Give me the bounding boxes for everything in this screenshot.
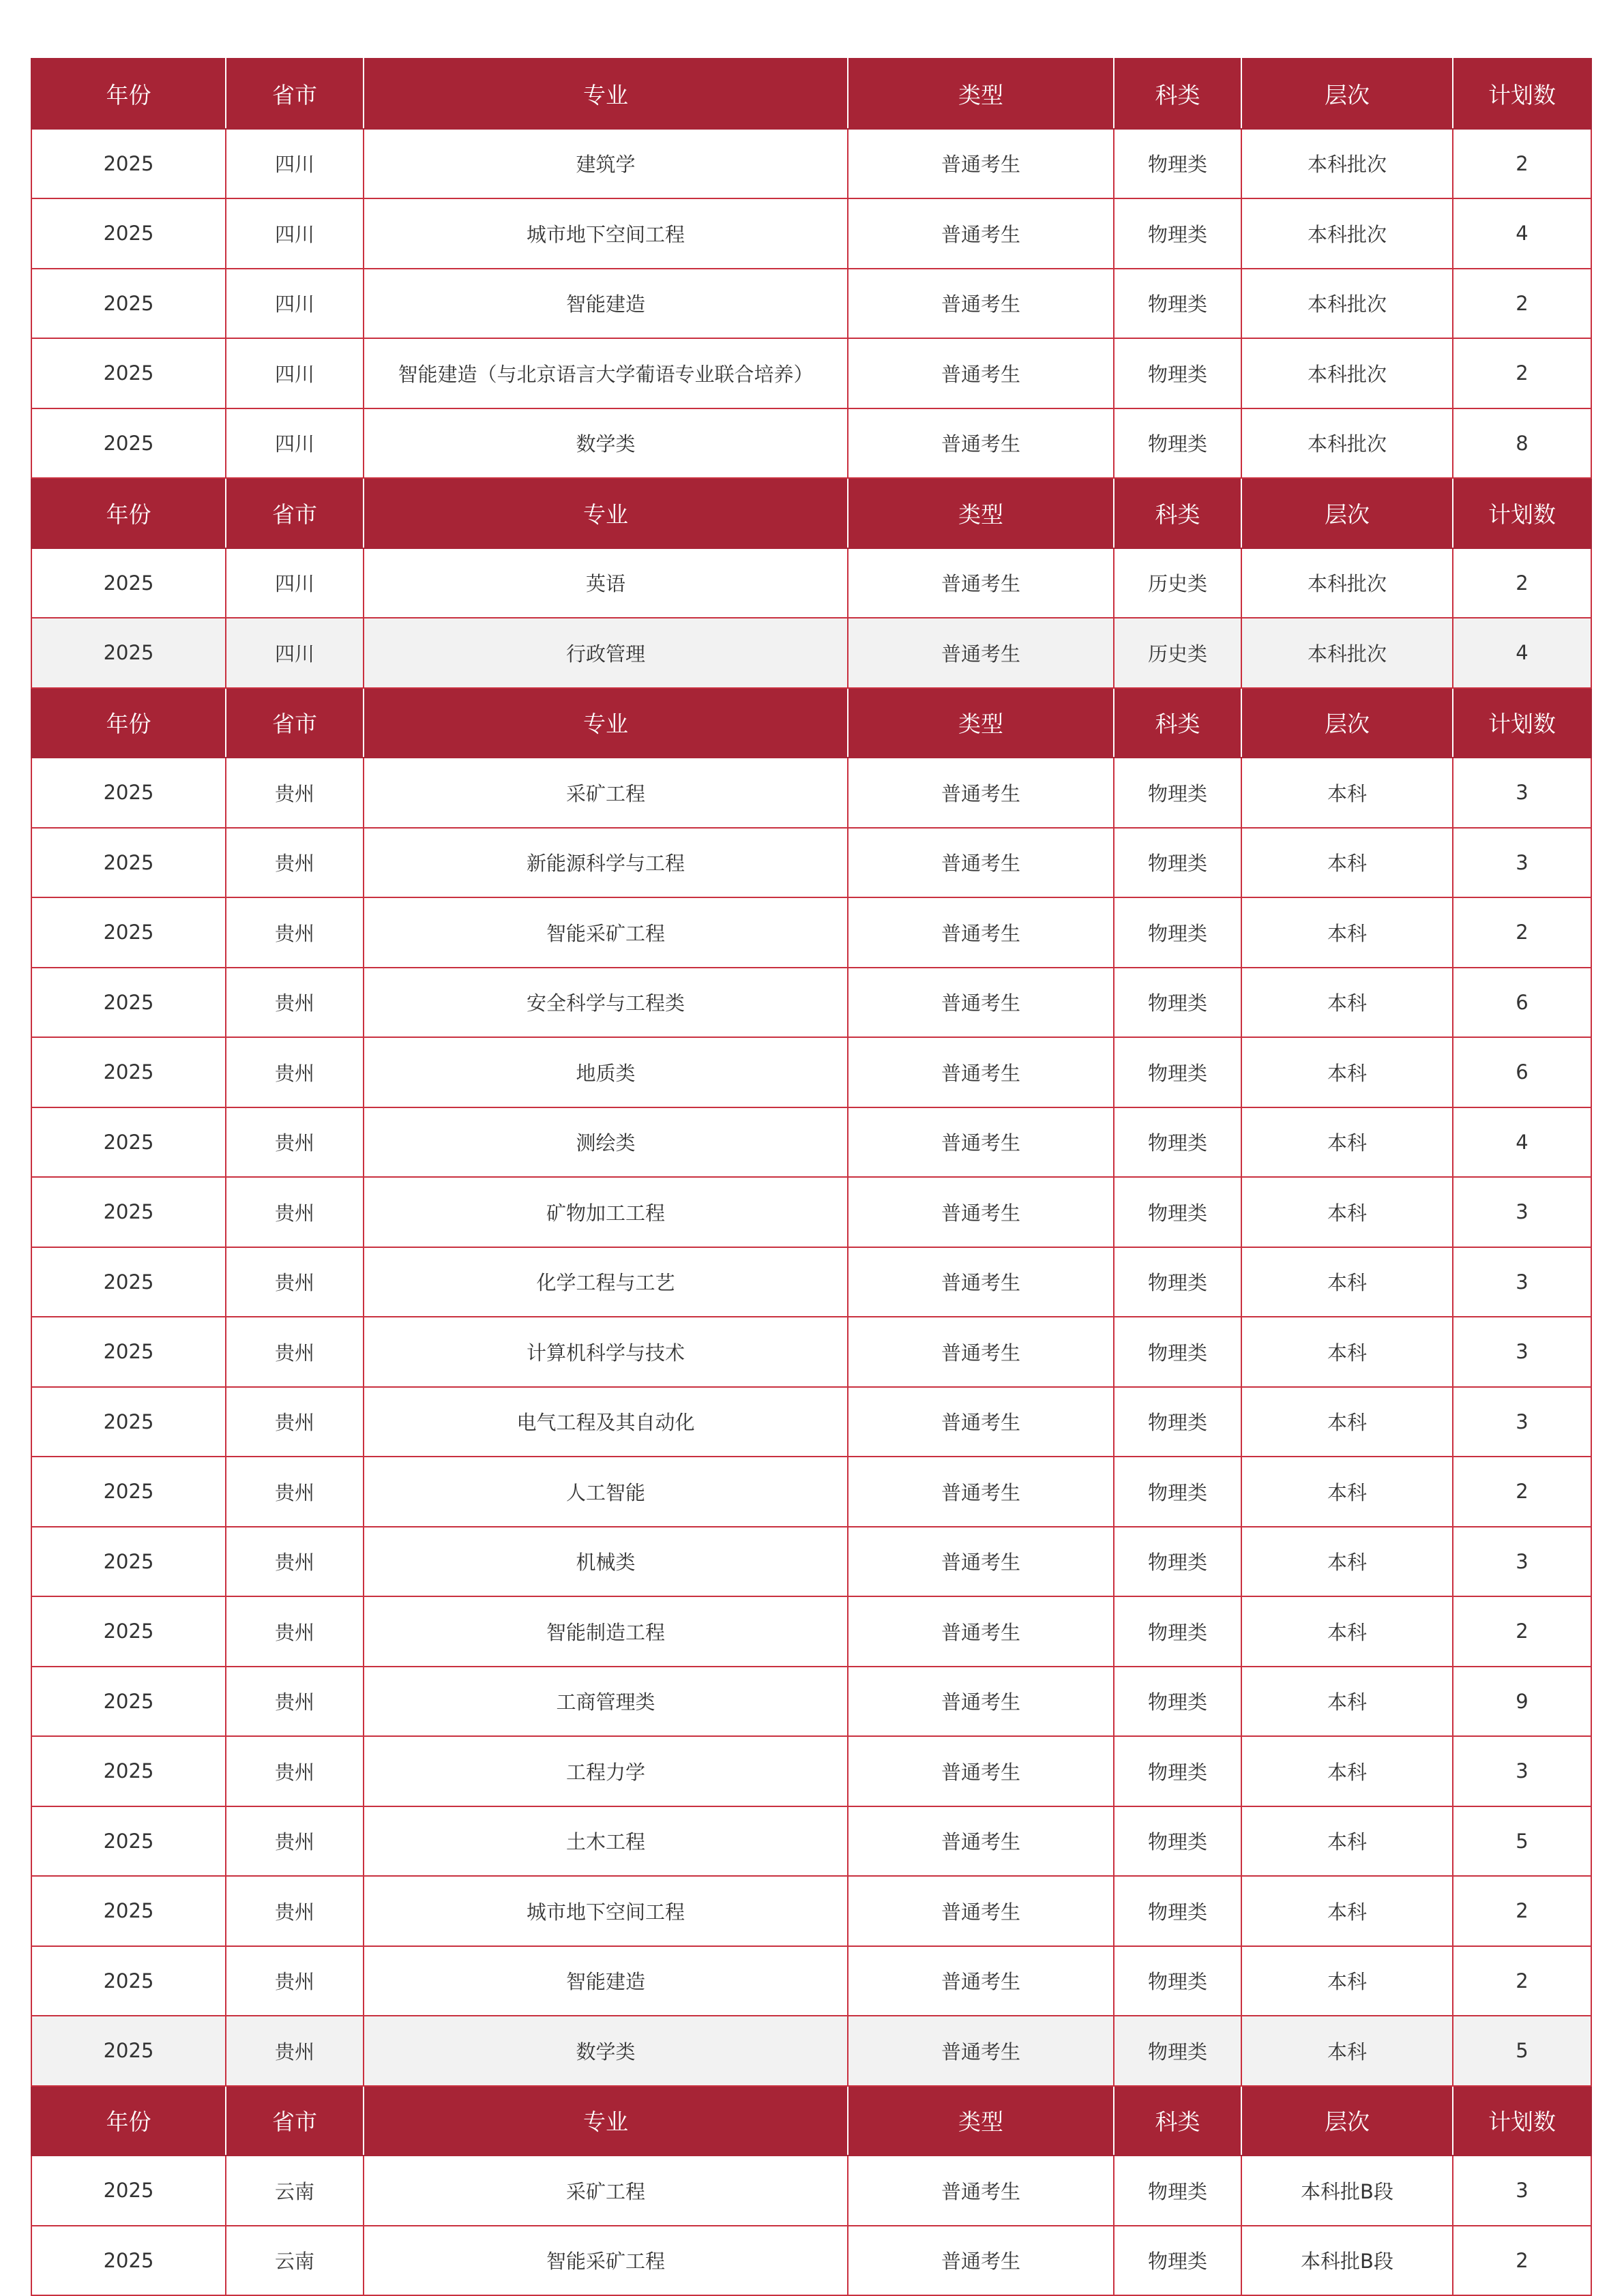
cell-count: 3 <box>1453 1736 1591 1806</box>
table-row <box>31 338 1591 408</box>
cell-type: 普通考生 <box>848 1736 1114 1806</box>
table-row <box>31 2226 1591 2296</box>
cell-province: 贵州 <box>226 828 364 898</box>
cell-level: 本科 <box>1241 758 1453 828</box>
table-row <box>31 1317 1591 1387</box>
cell-province: 四川 <box>226 269 364 339</box>
cell-province: 贵州 <box>226 897 364 968</box>
cell-province: 四川 <box>226 548 364 618</box>
cell-year: 2025 <box>31 1037 226 1107</box>
cell-level: 本科 <box>1241 1527 1453 1597</box>
table-row <box>31 1037 1591 1107</box>
cell-level: 本科 <box>1241 1387 1453 1457</box>
enrollment-plan-table <box>31 58 1592 2296</box>
cell-level: 本科批次 <box>1241 198 1453 269</box>
cell-year: 2025 <box>31 1876 226 1946</box>
cell-level: 本科批次 <box>1241 408 1453 479</box>
cell-province: 贵州 <box>226 1596 364 1667</box>
cell-subject: 物理类 <box>1114 1876 1241 1946</box>
cell-province: 贵州 <box>226 1387 364 1457</box>
cell-year: 2025 <box>31 618 226 688</box>
cell-year: 2025 <box>31 1247 226 1317</box>
cell-level: 本科 <box>1241 897 1453 968</box>
table-row <box>31 269 1591 339</box>
column-header-count: 计划数 <box>1453 478 1591 548</box>
table-row <box>31 1946 1591 2016</box>
cell-subject: 物理类 <box>1114 1037 1241 1107</box>
cell-count: 8 <box>1453 408 1591 479</box>
cell-major: 机械类 <box>364 1527 848 1597</box>
cell-year: 2025 <box>31 1177 226 1247</box>
column-header-subject: 科类 <box>1114 59 1241 129</box>
cell-subject: 物理类 <box>1114 198 1241 269</box>
table-row <box>31 828 1591 898</box>
cell-level: 本科 <box>1241 828 1453 898</box>
cell-major: 数学类 <box>364 2016 848 2086</box>
column-header-count: 计划数 <box>1453 59 1591 129</box>
column-header-level: 层次 <box>1241 478 1453 548</box>
cell-province: 四川 <box>226 198 364 269</box>
column-header-type: 类型 <box>848 688 1114 758</box>
cell-province: 贵州 <box>226 1037 364 1107</box>
table-row <box>31 2156 1591 2226</box>
cell-major: 智能建造 <box>364 269 848 339</box>
cell-subject: 物理类 <box>1114 1107 1241 1178</box>
column-header-major: 专业 <box>364 2086 848 2156</box>
cell-major: 工商管理类 <box>364 1667 848 1737</box>
cell-type: 普通考生 <box>848 828 1114 898</box>
cell-major: 采矿工程 <box>364 2156 848 2226</box>
cell-subject: 物理类 <box>1114 1247 1241 1317</box>
cell-type: 普通考生 <box>848 1247 1114 1317</box>
cell-province: 贵州 <box>226 1177 364 1247</box>
column-header-type: 类型 <box>848 59 1114 129</box>
table-row <box>31 129 1591 199</box>
cell-type: 普通考生 <box>848 1457 1114 1527</box>
cell-major: 化学工程与工艺 <box>364 1247 848 1317</box>
column-header-count: 计划数 <box>1453 2086 1591 2156</box>
table-row <box>31 1387 1591 1457</box>
cell-major: 计算机科学与技术 <box>364 1317 848 1387</box>
cell-province: 贵州 <box>226 1457 364 1527</box>
cell-count: 2 <box>1453 548 1591 618</box>
cell-year: 2025 <box>31 408 226 479</box>
cell-type: 普通考生 <box>848 2156 1114 2226</box>
table-row <box>31 897 1591 968</box>
cell-level: 本科 <box>1241 1317 1453 1387</box>
cell-type: 普通考生 <box>848 2226 1114 2296</box>
cell-subject: 历史类 <box>1114 618 1241 688</box>
cell-count: 3 <box>1453 1387 1591 1457</box>
column-header-type: 类型 <box>848 2086 1114 2156</box>
cell-year: 2025 <box>31 758 226 828</box>
cell-province: 贵州 <box>226 968 364 1038</box>
column-header-year: 年份 <box>31 2086 226 2156</box>
cell-count: 3 <box>1453 758 1591 828</box>
cell-year: 2025 <box>31 1596 226 1667</box>
cell-level: 本科批次 <box>1241 129 1453 199</box>
cell-count: 3 <box>1453 2156 1591 2226</box>
table-row <box>31 1107 1591 1178</box>
cell-major: 安全科学与工程类 <box>364 968 848 1038</box>
cell-major: 人工智能 <box>364 1457 848 1527</box>
cell-major: 采矿工程 <box>364 758 848 828</box>
cell-year: 2025 <box>31 548 226 618</box>
table-row <box>31 1876 1591 1946</box>
table-row <box>31 408 1591 479</box>
column-header-year: 年份 <box>31 688 226 758</box>
cell-count: 3 <box>1453 1247 1591 1317</box>
cell-major: 测绘类 <box>364 1107 848 1178</box>
table-row <box>31 1806 1591 1877</box>
cell-major: 城市地下空间工程 <box>364 198 848 269</box>
cell-subject: 物理类 <box>1114 897 1241 968</box>
cell-count: 2 <box>1453 129 1591 199</box>
cell-province: 贵州 <box>226 1317 364 1387</box>
cell-subject: 物理类 <box>1114 408 1241 479</box>
cell-count: 5 <box>1453 1806 1591 1877</box>
cell-year: 2025 <box>31 1946 226 2016</box>
cell-type: 普通考生 <box>848 758 1114 828</box>
cell-year: 2025 <box>31 2156 226 2226</box>
column-header-major: 专业 <box>364 59 848 129</box>
cell-count: 6 <box>1453 968 1591 1038</box>
cell-level: 本科 <box>1241 1736 1453 1806</box>
cell-major: 新能源科学与工程 <box>364 828 848 898</box>
cell-type: 普通考生 <box>848 548 1114 618</box>
column-header-level: 层次 <box>1241 59 1453 129</box>
cell-province: 四川 <box>226 129 364 199</box>
cell-province: 四川 <box>226 618 364 688</box>
table-header-row <box>31 688 1591 758</box>
cell-type: 普通考生 <box>848 1037 1114 1107</box>
cell-major: 矿物加工工程 <box>364 1177 848 1247</box>
cell-count: 2 <box>1453 269 1591 339</box>
cell-province: 云南 <box>226 2226 364 2296</box>
cell-major: 智能采矿工程 <box>364 897 848 968</box>
cell-subject: 物理类 <box>1114 758 1241 828</box>
column-header-subject: 科类 <box>1114 688 1241 758</box>
column-header-type: 类型 <box>848 478 1114 548</box>
cell-year: 2025 <box>31 1107 226 1178</box>
cell-subject: 物理类 <box>1114 269 1241 339</box>
cell-subject: 物理类 <box>1114 2226 1241 2296</box>
column-header-year: 年份 <box>31 59 226 129</box>
cell-major: 工程力学 <box>364 1736 848 1806</box>
cell-count: 5 <box>1453 2016 1591 2086</box>
cell-province: 四川 <box>226 338 364 408</box>
cell-major: 智能建造 <box>364 1946 848 2016</box>
cell-province: 贵州 <box>226 2016 364 2086</box>
cell-level: 本科 <box>1241 1247 1453 1317</box>
cell-type: 普通考生 <box>848 1177 1114 1247</box>
cell-subject: 物理类 <box>1114 1177 1241 1247</box>
cell-type: 普通考生 <box>848 408 1114 479</box>
cell-subject: 物理类 <box>1114 1596 1241 1667</box>
cell-major: 土木工程 <box>364 1806 848 1877</box>
column-header-province: 省市 <box>226 688 364 758</box>
column-header-subject: 科类 <box>1114 2086 1241 2156</box>
cell-subject: 物理类 <box>1114 968 1241 1038</box>
cell-count: 4 <box>1453 618 1591 688</box>
cell-year: 2025 <box>31 828 226 898</box>
table-row <box>31 548 1591 618</box>
cell-province: 贵州 <box>226 1667 364 1737</box>
cell-province: 贵州 <box>226 1946 364 2016</box>
cell-province: 贵州 <box>226 1107 364 1178</box>
cell-major: 建筑学 <box>364 129 848 199</box>
table-row <box>31 1596 1591 1667</box>
column-header-province: 省市 <box>226 2086 364 2156</box>
cell-year: 2025 <box>31 338 226 408</box>
cell-type: 普通考生 <box>848 129 1114 199</box>
cell-type: 普通考生 <box>848 1946 1114 2016</box>
table-row <box>31 1736 1591 1806</box>
table-row <box>31 198 1591 269</box>
cell-type: 普通考生 <box>848 1596 1114 1667</box>
cell-type: 普通考生 <box>848 968 1114 1038</box>
cell-level: 本科 <box>1241 968 1453 1038</box>
cell-province: 贵州 <box>226 1527 364 1597</box>
table-row <box>31 2016 1591 2086</box>
cell-province: 贵州 <box>226 1876 364 1946</box>
cell-subject: 物理类 <box>1114 1667 1241 1737</box>
cell-major: 电气工程及其自动化 <box>364 1387 848 1457</box>
cell-level: 本科批次 <box>1241 618 1453 688</box>
cell-count: 6 <box>1453 1037 1591 1107</box>
cell-level: 本科 <box>1241 1946 1453 2016</box>
cell-type: 普通考生 <box>848 2016 1114 2086</box>
cell-type: 普通考生 <box>848 1667 1114 1737</box>
cell-count: 3 <box>1453 828 1591 898</box>
cell-subject: 历史类 <box>1114 548 1241 618</box>
cell-year: 2025 <box>31 1736 226 1806</box>
cell-major: 智能制造工程 <box>364 1596 848 1667</box>
cell-count: 2 <box>1453 897 1591 968</box>
cell-subject: 物理类 <box>1114 1946 1241 2016</box>
table-header-row <box>31 478 1591 548</box>
cell-count: 3 <box>1453 1177 1591 1247</box>
cell-year: 2025 <box>31 2016 226 2086</box>
table-row <box>31 758 1591 828</box>
cell-level: 本科批B段 <box>1241 2226 1453 2296</box>
column-header-year: 年份 <box>31 478 226 548</box>
cell-type: 普通考生 <box>848 1387 1114 1457</box>
cell-subject: 物理类 <box>1114 338 1241 408</box>
cell-year: 2025 <box>31 1317 226 1387</box>
column-header-major: 专业 <box>364 688 848 758</box>
table-header-row <box>31 2086 1591 2156</box>
cell-year: 2025 <box>31 2226 226 2296</box>
cell-province: 贵州 <box>226 1247 364 1317</box>
cell-count: 4 <box>1453 1107 1591 1178</box>
cell-major: 行政管理 <box>364 618 848 688</box>
cell-count: 9 <box>1453 1667 1591 1737</box>
cell-count: 4 <box>1453 198 1591 269</box>
cell-count: 3 <box>1453 1317 1591 1387</box>
cell-level: 本科 <box>1241 1667 1453 1737</box>
cell-level: 本科批次 <box>1241 269 1453 339</box>
cell-major: 地质类 <box>364 1037 848 1107</box>
cell-type: 普通考生 <box>848 198 1114 269</box>
cell-level: 本科 <box>1241 1806 1453 1877</box>
table-row <box>31 1177 1591 1247</box>
table-header-row <box>31 59 1591 129</box>
table-row <box>31 968 1591 1038</box>
cell-count: 2 <box>1453 338 1591 408</box>
cell-count: 2 <box>1453 1946 1591 2016</box>
cell-year: 2025 <box>31 1806 226 1877</box>
cell-level: 本科 <box>1241 2016 1453 2086</box>
cell-type: 普通考生 <box>848 1317 1114 1387</box>
cell-type: 普通考生 <box>848 1806 1114 1877</box>
cell-level: 本科 <box>1241 1457 1453 1527</box>
cell-year: 2025 <box>31 198 226 269</box>
table-row <box>31 618 1591 688</box>
cell-year: 2025 <box>31 897 226 968</box>
cell-year: 2025 <box>31 1527 226 1597</box>
cell-subject: 物理类 <box>1114 2016 1241 2086</box>
cell-subject: 物理类 <box>1114 1806 1241 1877</box>
column-header-level: 层次 <box>1241 688 1453 758</box>
cell-type: 普通考生 <box>848 1107 1114 1178</box>
cell-subject: 物理类 <box>1114 1457 1241 1527</box>
column-header-province: 省市 <box>226 478 364 548</box>
cell-subject: 物理类 <box>1114 1387 1241 1457</box>
cell-level: 本科 <box>1241 1107 1453 1178</box>
cell-year: 2025 <box>31 269 226 339</box>
column-header-subject: 科类 <box>1114 478 1241 548</box>
cell-subject: 物理类 <box>1114 1736 1241 1806</box>
column-header-level: 层次 <box>1241 2086 1453 2156</box>
cell-year: 2025 <box>31 1667 226 1737</box>
cell-type: 普通考生 <box>848 269 1114 339</box>
cell-major: 英语 <box>364 548 848 618</box>
cell-year: 2025 <box>31 1387 226 1457</box>
table-row <box>31 1247 1591 1317</box>
cell-province: 四川 <box>226 408 364 479</box>
cell-count: 2 <box>1453 2226 1591 2296</box>
cell-subject: 物理类 <box>1114 2156 1241 2226</box>
cell-level: 本科批B段 <box>1241 2156 1453 2226</box>
cell-type: 普通考生 <box>848 897 1114 968</box>
cell-type: 普通考生 <box>848 1527 1114 1597</box>
cell-subject: 物理类 <box>1114 1527 1241 1597</box>
cell-year: 2025 <box>31 1457 226 1527</box>
cell-level: 本科批次 <box>1241 338 1453 408</box>
cell-level: 本科 <box>1241 1596 1453 1667</box>
cell-major: 数学类 <box>364 408 848 479</box>
cell-province: 贵州 <box>226 758 364 828</box>
cell-province: 云南 <box>226 2156 364 2226</box>
cell-count: 2 <box>1453 1457 1591 1527</box>
column-header-count: 计划数 <box>1453 688 1591 758</box>
cell-province: 贵州 <box>226 1806 364 1877</box>
column-header-province: 省市 <box>226 59 364 129</box>
cell-level: 本科 <box>1241 1876 1453 1946</box>
cell-level: 本科 <box>1241 1037 1453 1107</box>
table-row <box>31 1667 1591 1737</box>
cell-count: 2 <box>1453 1876 1591 1946</box>
cell-type: 普通考生 <box>848 338 1114 408</box>
cell-major: 智能采矿工程 <box>364 2226 848 2296</box>
table-row <box>31 1457 1591 1527</box>
cell-major: 智能建造（与北京语言大学葡语专业联合培养） <box>364 338 848 408</box>
cell-count: 3 <box>1453 1527 1591 1597</box>
cell-type: 普通考生 <box>848 1876 1114 1946</box>
cell-level: 本科批次 <box>1241 548 1453 618</box>
cell-subject: 物理类 <box>1114 828 1241 898</box>
column-header-major: 专业 <box>364 478 848 548</box>
cell-type: 普通考生 <box>848 618 1114 688</box>
table-row <box>31 1527 1591 1597</box>
cell-major: 城市地下空间工程 <box>364 1876 848 1946</box>
cell-year: 2025 <box>31 968 226 1038</box>
cell-count: 2 <box>1453 1596 1591 1667</box>
cell-province: 贵州 <box>226 1736 364 1806</box>
cell-subject: 物理类 <box>1114 129 1241 199</box>
cell-subject: 物理类 <box>1114 1317 1241 1387</box>
cell-year: 2025 <box>31 129 226 199</box>
cell-level: 本科 <box>1241 1177 1453 1247</box>
